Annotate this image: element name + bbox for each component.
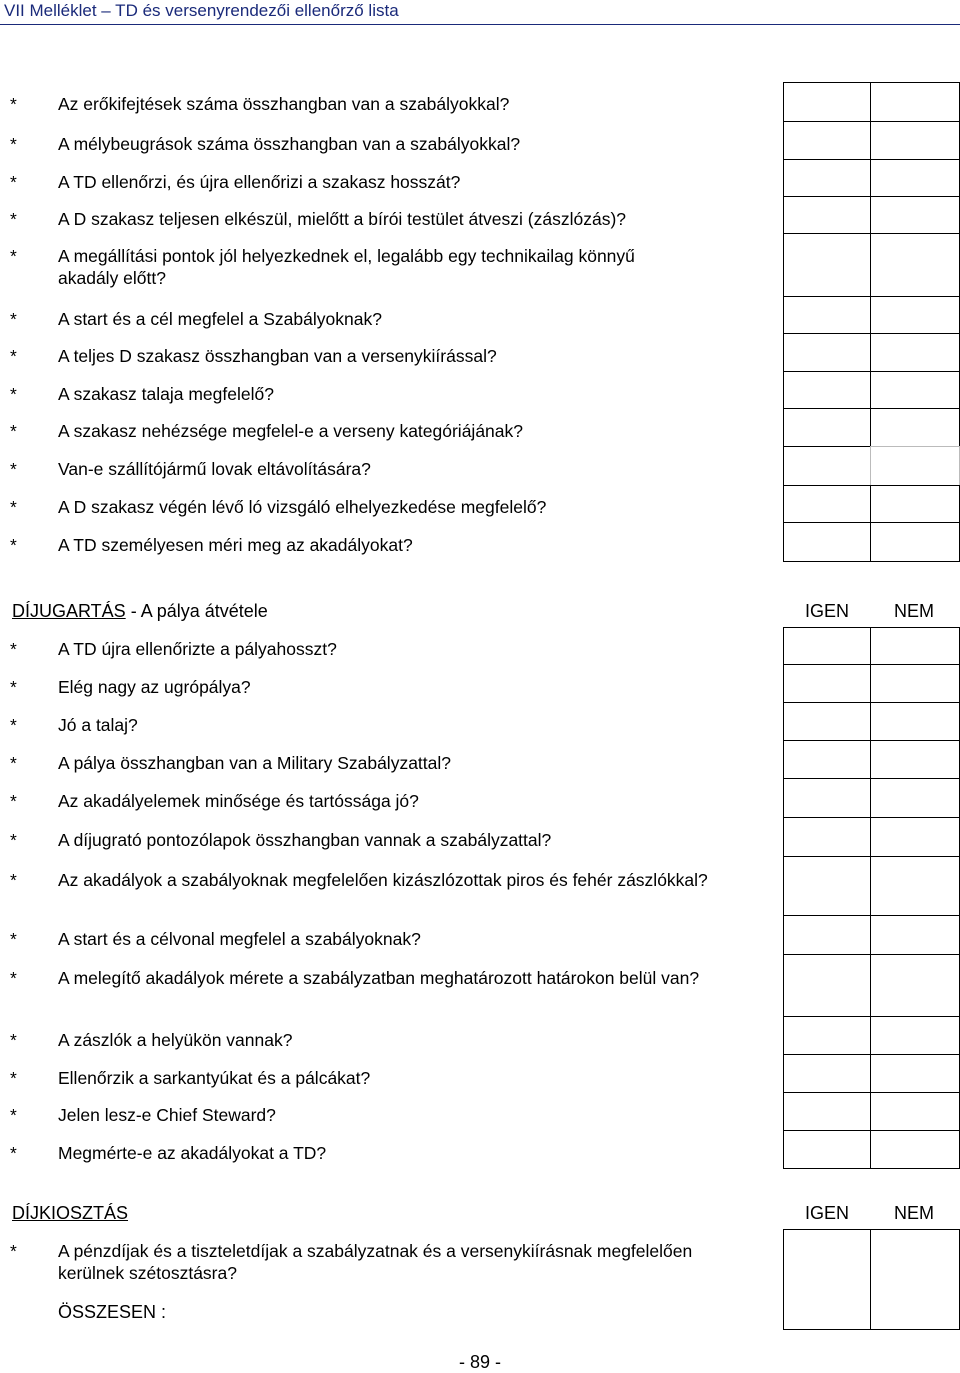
- bullet-star: *: [10, 1143, 17, 1163]
- no-checkbox[interactable]: [870, 1016, 960, 1055]
- item-text: Az erőkifejtések száma összhangban van a szabályokkal?: [58, 94, 510, 114]
- no-checkbox[interactable]: [870, 1092, 960, 1131]
- bullet-star: *: [10, 968, 17, 988]
- no-checkbox[interactable]: [870, 817, 960, 857]
- bullet-star: *: [10, 870, 17, 890]
- no-checkbox[interactable]: [870, 446, 960, 486]
- bullet-star: *: [10, 677, 17, 697]
- yes-checkbox[interactable]: [783, 1054, 871, 1093]
- item-text: A szakasz talaja megfelelő?: [58, 384, 274, 404]
- no-checkbox[interactable]: [870, 371, 960, 409]
- yes-checkbox[interactable]: [783, 778, 871, 818]
- item-text: Az akadályelemek minősége és tartóssága jó?: [58, 791, 419, 811]
- yes-checkbox[interactable]: [783, 233, 871, 297]
- yes-checkbox[interactable]: [783, 196, 871, 234]
- column-header-no: NEM: [894, 601, 934, 621]
- bullet-star: *: [10, 753, 17, 773]
- item-text: A pálya összhangban van a Military Szabályzattal?: [58, 753, 452, 773]
- item-text: Jelen lesz-e Chief Steward?: [58, 1105, 276, 1125]
- bullet-star: *: [10, 1068, 17, 1088]
- bullet-star: *: [10, 791, 17, 811]
- yes-checkbox[interactable]: [783, 954, 871, 1017]
- item-text: Ellenőrzik a sarkantyúkat és a pálcákat?: [58, 1068, 371, 1088]
- item-text: A zászlók a helyükön vannak?: [58, 1030, 293, 1050]
- bullet-star: *: [10, 715, 17, 735]
- bullet-star: *: [10, 929, 17, 949]
- item-text: A mélybeugrások száma összhangban van a szabályokkal?: [58, 134, 521, 154]
- bullet-star: *: [10, 639, 17, 659]
- item-text: A TD ellenőrzi, és újra ellenőrizi a szakasz hosszát?: [58, 172, 461, 192]
- item-text: Van-e szállítójármű lovak eltávolítására?: [58, 459, 371, 479]
- no-checkbox[interactable]: [870, 196, 960, 234]
- no-checkbox[interactable]: [870, 82, 960, 122]
- yes-checkbox[interactable]: [783, 915, 871, 955]
- no-checkbox[interactable]: [870, 915, 960, 955]
- bullet-star: *: [10, 1030, 17, 1050]
- total-label: ÖSSZESEN :: [58, 1302, 167, 1322]
- item-text: Jó a talaj?: [58, 715, 138, 735]
- yes-checkbox[interactable]: [783, 1092, 871, 1131]
- column-header-yes: IGEN: [804, 1203, 849, 1223]
- bullet-star: *: [10, 309, 17, 329]
- item-text: A teljes D szakasz összhangban van a versenykiírással?: [58, 346, 497, 366]
- item-text: A szakasz nehézsége megfelel-e a verseny kategóriájának?: [58, 421, 523, 441]
- item-text: A díjugrató pontozólapok összhangban vannak a szabályzattal?: [58, 830, 552, 850]
- item-text: A megállítási pontok jól helyezkednek el, legalább egy technikailag könnyű akadály előtt?: [58, 246, 635, 288]
- section-title-showjumping: [12, 600, 268, 622]
- no-checkbox[interactable]: [870, 408, 960, 447]
- header-divider: [0, 24, 960, 25]
- yes-checkbox[interactable]: [783, 702, 871, 741]
- bullet-star: *: [10, 246, 17, 266]
- bullet-star: *: [10, 421, 17, 441]
- no-checkbox[interactable]: [870, 485, 960, 523]
- yes-checkbox[interactable]: [783, 82, 871, 122]
- no-checkbox[interactable]: [870, 522, 960, 562]
- no-checkbox[interactable]: [870, 333, 960, 372]
- bullet-star: *: [10, 535, 17, 555]
- bullet-star: *: [10, 209, 17, 229]
- item-text: Az akadályok a szabályoknak megfelelően kizászlózottak piros és fehér zászlókkal?: [58, 870, 708, 890]
- yes-checkbox[interactable]: [783, 627, 871, 665]
- item-text: A D szakasz végén lévő ló vizsgáló elhelyezkedése megfelelő?: [58, 497, 547, 517]
- yes-checkbox[interactable]: [783, 296, 871, 334]
- bullet-star: *: [10, 459, 17, 479]
- yes-checkbox[interactable]: [783, 740, 871, 779]
- yes-checkbox[interactable]: [783, 371, 871, 409]
- item-text: A TD újra ellenőrizte a pályahosszt?: [58, 639, 337, 659]
- column-header-yes: IGEN: [804, 601, 849, 621]
- yes-checkbox[interactable]: [783, 333, 871, 372]
- item-text: A melegítő akadályok mérete a szabályzatban meghatározott határokon belül van?: [58, 968, 700, 988]
- item-text: Elég nagy az ugrópálya?: [58, 677, 251, 697]
- no-checkbox[interactable]: [870, 1229, 960, 1330]
- item-text: A D szakasz teljesen elkészül, mielőtt a bírói testület átveszi (zászlózás)?: [58, 209, 627, 229]
- section-title-awards: [12, 1202, 128, 1224]
- item-text: Megmérte-e az akadályokat a TD?: [58, 1143, 327, 1163]
- yes-checkbox[interactable]: [783, 1229, 871, 1330]
- yes-checkbox[interactable]: [783, 522, 871, 562]
- page-number: - 89 -: [458, 1352, 501, 1372]
- item-text: A start és a cél megfelel a Szabályoknak?: [58, 309, 382, 329]
- bullet-star: *: [10, 830, 17, 850]
- bullet-star: *: [10, 384, 17, 404]
- no-checkbox[interactable]: [870, 954, 960, 1017]
- item-text: A pénzdíjak és a tiszteletdíjak a szabályzatnak és a versenykiírásnak megfelelően kerülnek szétosztásra?: [58, 1241, 693, 1283]
- bullet-star: *: [10, 172, 17, 192]
- yes-checkbox[interactable]: [783, 408, 871, 447]
- yes-checkbox[interactable]: [783, 1130, 871, 1169]
- yes-checkbox[interactable]: [783, 664, 871, 703]
- no-checkbox[interactable]: [870, 856, 960, 916]
- no-checkbox[interactable]: [870, 740, 960, 779]
- yes-checkbox[interactable]: [783, 485, 871, 523]
- no-checkbox[interactable]: [870, 159, 960, 197]
- yes-checkbox[interactable]: [783, 121, 871, 160]
- page-header: VII Melléklet – TD és versenyrendezői ellenőrző lista: [4, 1, 399, 20]
- no-checkbox[interactable]: [870, 1130, 960, 1169]
- section-title-underlined: DÍJUGARTÁS: [12, 601, 126, 621]
- bullet-star: *: [10, 346, 17, 366]
- column-header-no: NEM: [894, 1203, 934, 1223]
- no-checkbox[interactable]: [870, 702, 960, 741]
- bullet-star: *: [10, 497, 17, 517]
- item-text: A TD személyesen méri meg az akadályokat?: [58, 535, 413, 555]
- no-checkbox[interactable]: [870, 627, 960, 665]
- yes-checkbox[interactable]: [783, 856, 871, 916]
- bullet-star: *: [10, 94, 17, 114]
- section-title-rest: - A pálya átvétele: [125, 601, 268, 621]
- no-checkbox[interactable]: [870, 664, 960, 703]
- yes-checkbox[interactable]: [783, 159, 871, 197]
- yes-checkbox[interactable]: [783, 1016, 871, 1055]
- no-checkbox[interactable]: [870, 778, 960, 818]
- no-checkbox[interactable]: [870, 296, 960, 334]
- bullet-star: *: [10, 1241, 17, 1261]
- bullet-star: *: [10, 134, 17, 154]
- yes-checkbox[interactable]: [783, 446, 871, 486]
- no-checkbox[interactable]: [870, 233, 960, 297]
- bullet-star: *: [10, 1105, 17, 1125]
- no-checkbox[interactable]: [870, 121, 960, 160]
- no-checkbox[interactable]: [870, 1054, 960, 1093]
- section-title-underlined: DÍJKIOSZTÁS: [12, 1203, 129, 1223]
- item-text: A start és a célvonal megfelel a szabályoknak?: [58, 929, 421, 949]
- yes-checkbox[interactable]: [783, 817, 871, 857]
